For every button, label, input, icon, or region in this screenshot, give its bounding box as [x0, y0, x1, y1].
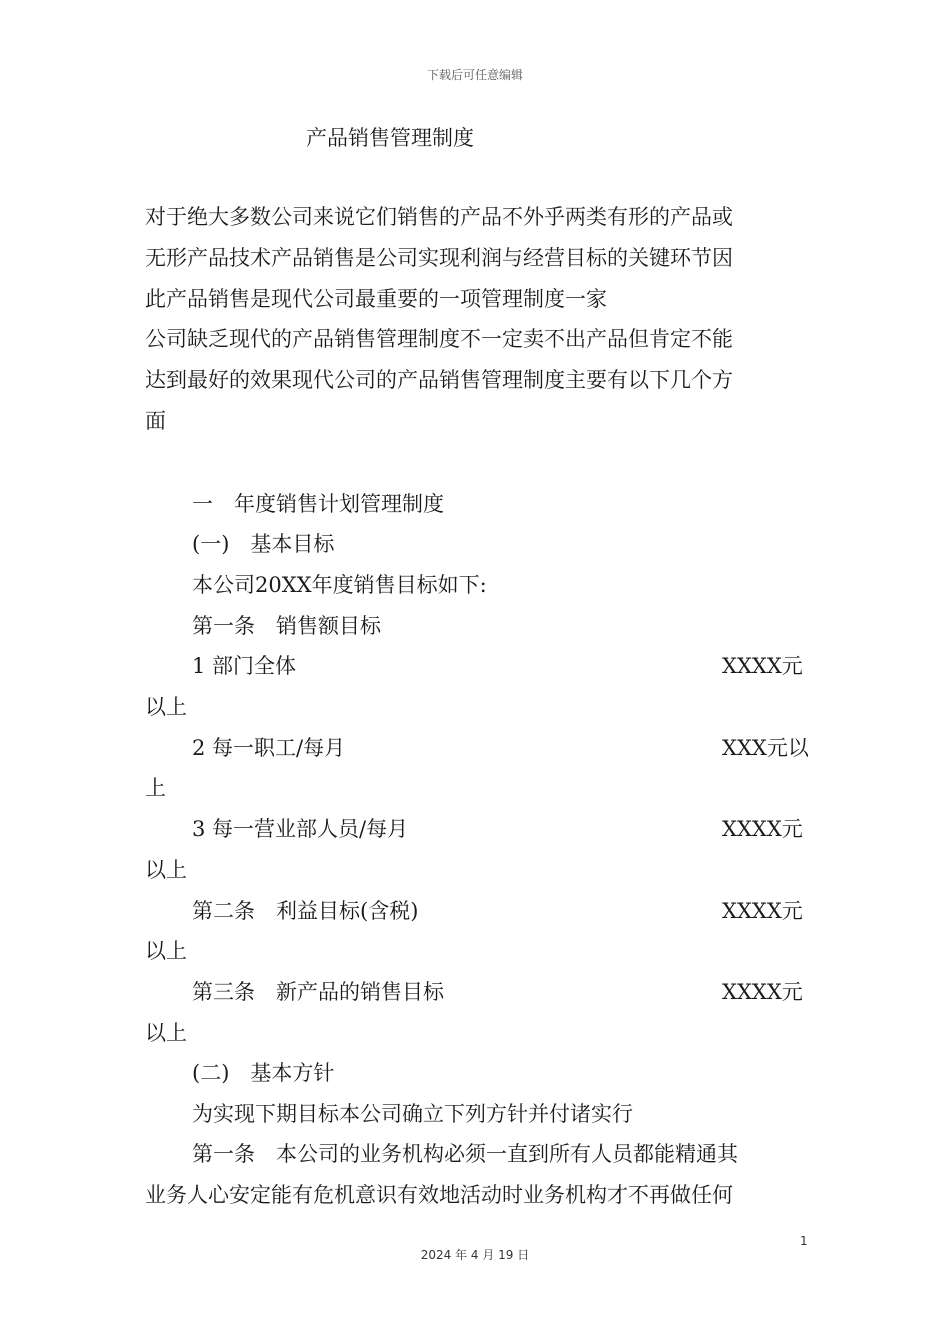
- new-product-target-cont: 以上: [145, 1021, 187, 1045]
- target-item-label: 2 每一职工/每月: [192, 736, 346, 760]
- article-new-product-target: 第三条 新产品的销售目标: [192, 980, 444, 1004]
- profit-target-amount: XXXX元: [722, 899, 803, 923]
- target-item-cont: 以上: [145, 858, 187, 882]
- intro-line-2: 无形产品技术产品销售是公司实现利润与经营目标的关键环节因: [145, 246, 733, 270]
- target-item-amount: XXXX元: [722, 654, 803, 678]
- intro-line-4: 公司缺乏现代的产品销售管理制度不一定卖不出产品但肯定不能: [145, 327, 733, 351]
- intro-line-1: 对于绝大多数公司来说它们销售的产品不外乎两类有形的产品或: [145, 205, 733, 229]
- footer-date: 2024 年 4 月 19 日: [420, 1248, 530, 1262]
- subsection-heading-basic-goals: (一) 基本目标: [192, 532, 335, 556]
- target-item-label: 3 每一营业部人员/每月: [192, 817, 409, 841]
- page-header: 下载后可任意编辑: [426, 68, 523, 82]
- policy-intro: 为实现下期目标本公司确立下列方针并付诸实行: [192, 1102, 633, 1126]
- policy-article-1-line-1: 第一条 本公司的业务机构必须一直到所有人员都能精通其: [192, 1142, 738, 1166]
- subsection-heading-basic-policy: (二) 基本方针: [192, 1061, 335, 1085]
- article-sales-target: 第一条 销售额目标: [192, 614, 381, 638]
- target-item-label: 1 部门全体: [192, 654, 297, 678]
- goals-intro: 本公司20XX年度销售目标如下:: [192, 573, 487, 597]
- section-heading: 一 年度销售计划管理制度: [192, 492, 444, 516]
- intro-line-6: 面: [145, 409, 166, 433]
- profit-target-cont: 以上: [145, 939, 187, 963]
- article-profit-target: 第二条 利益目标(含税): [192, 899, 419, 923]
- target-item-cont: 以上: [145, 695, 187, 719]
- target-item-amount: XXX元以: [722, 736, 809, 760]
- new-product-target-amount: XXXX元: [722, 980, 803, 1004]
- target-item-amount: XXXX元: [722, 817, 803, 841]
- intro-line-5: 达到最好的效果现代公司的产品销售管理制度主要有以下几个方: [145, 368, 733, 392]
- target-item-cont: 上: [145, 776, 166, 800]
- intro-line-3: 此产品销售是现代公司最重要的一项管理制度一家: [145, 287, 607, 311]
- policy-article-1-line-2: 业务人心安定能有危机意识有效地活动时业务机构才不再做任何: [145, 1183, 733, 1207]
- document-title: 产品销售管理制度: [306, 126, 474, 150]
- page-number: 1: [800, 1234, 808, 1248]
